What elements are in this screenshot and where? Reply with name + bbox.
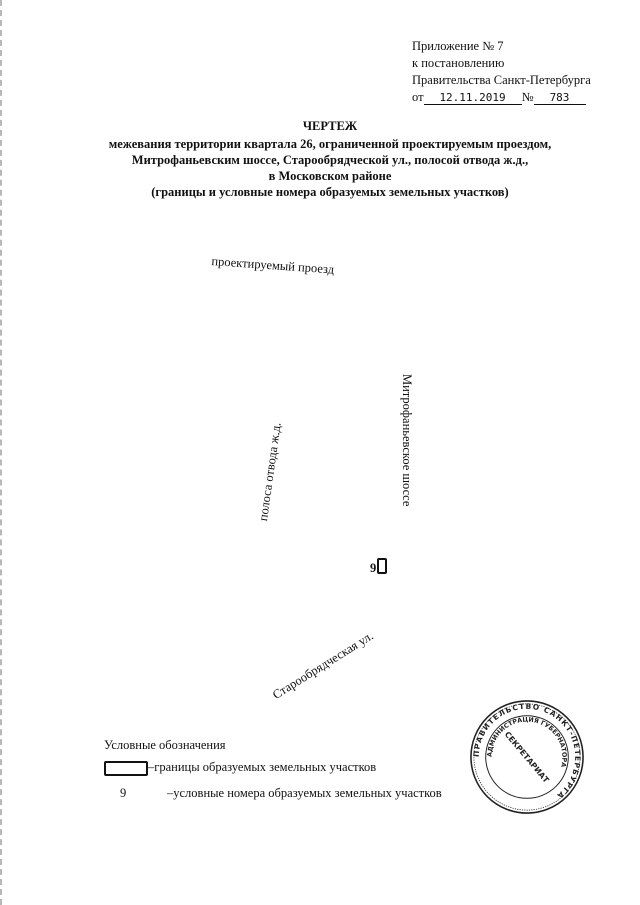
- legend-boundary-text: –границы образуемых земельных участков: [148, 760, 377, 774]
- date-prefix: от: [412, 90, 424, 104]
- label-proezd: проектируемый проезд: [211, 254, 335, 277]
- label-polosa: полоса отвода ж.д.: [256, 421, 284, 522]
- stamp-inner-text: АДМИНИСТРАЦИЯ ГУБЕРНАТОРА: [486, 716, 568, 768]
- legend-title: Условные обозначения: [104, 738, 226, 752]
- decree-date: 12.11.2019: [424, 91, 522, 105]
- parcel-boundary: [377, 558, 387, 574]
- title-line-4: (границы и условные номера образуемых земельных участков): [151, 185, 509, 199]
- number-prefix: №: [521, 90, 534, 104]
- appendix-line-3: Правительства Санкт-Петербурга: [412, 73, 591, 87]
- label-mitrofanevskoe: Митрофаньевское шоссе: [400, 374, 414, 507]
- legend-number-symbol: 9: [120, 786, 127, 800]
- title-line-2: Митрофаньевским шоссе, Старообрядческой ул., полосой отвода ж.д.,: [131, 153, 529, 167]
- stamp-center-text: СЕКРЕТАРИАТ: [502, 729, 551, 785]
- legend-number-text: –условные номера образуемых земельных участков: [167, 786, 442, 800]
- official-stamp: [468, 698, 586, 816]
- parcel-number: 9: [370, 561, 377, 575]
- appendix-line-2: к постановлению: [412, 56, 505, 70]
- label-staroobryadcheskaya: Старообрядческая ул.: [270, 628, 376, 702]
- title-line-3: в Московском районе: [268, 169, 392, 183]
- stamp-outer-text: ПРАВИТЕЛЬСТВО САНКТ-ПЕТЕРБУРГА: [471, 701, 583, 801]
- legend-boundary-symbol: [104, 761, 148, 776]
- parcel-9: [370, 558, 387, 576]
- scan-edge: [0, 0, 10, 905]
- title-block: [70, 118, 590, 200]
- title-line-1: межевания территории квартала 26, ограниченной проектируемым проездом,: [108, 137, 552, 151]
- decree-number: 783: [534, 91, 586, 105]
- appendix-date-line: [412, 89, 591, 106]
- document-heading: ЧЕРТЕЖ: [302, 119, 358, 133]
- appendix-block: [412, 38, 591, 106]
- appendix-line-1: Приложение № 7: [412, 39, 504, 53]
